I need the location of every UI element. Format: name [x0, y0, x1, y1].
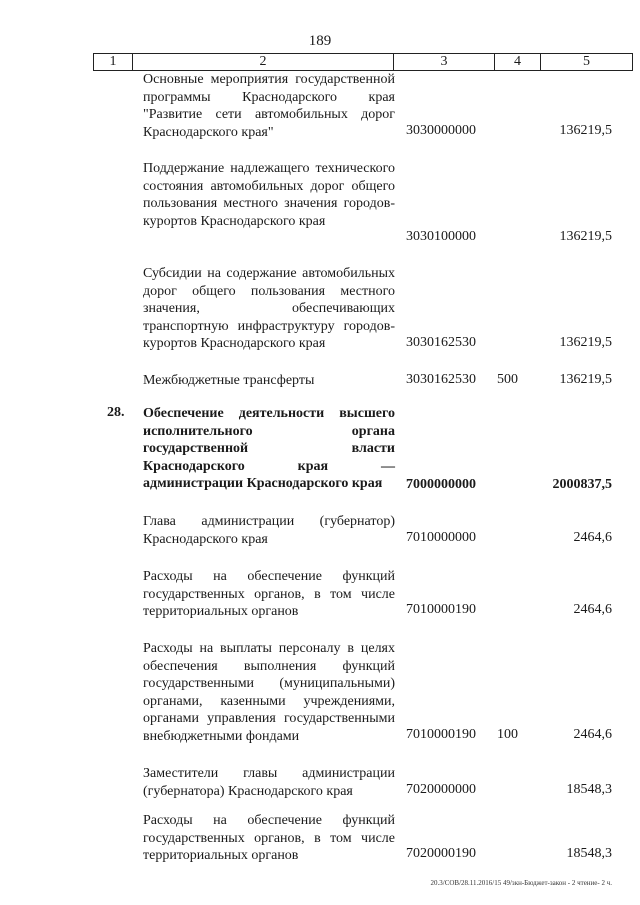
row-code: 7010000000: [406, 530, 476, 545]
row-code: 3030000000: [406, 123, 476, 138]
row-amount: 18548,3: [566, 846, 612, 861]
row-description: Субсидии на содержание автомобильных дорог общего пользования местного значения, обеспечивающих транспортную инфраструктуру городов-курортов Краснодарского края: [143, 266, 395, 352]
header-col-4: 4: [495, 54, 541, 70]
row-description: Межбюджетные трансферты: [143, 373, 315, 388]
row-description: Расходы на обеспечение функций государственных органов, в том числе территориальных органов: [143, 813, 395, 864]
row-amount: 2000837,5: [552, 477, 612, 492]
row-code: 7010000190: [406, 727, 476, 742]
row-code: 7010000190: [406, 602, 476, 617]
row-code: 7020000000: [406, 782, 476, 797]
row-description: Обеспечение деятельности высшего исполнительного органа государственной власти Краснодарского края — администрации Краснодарского края: [143, 406, 395, 492]
page-number: 189: [308, 33, 332, 49]
row-amount: 2464,6: [573, 727, 612, 742]
row-description: Основные мероприятия государственной программы Краснодарского края "Развитие сети автомобильных дорог Краснодарского края": [143, 72, 395, 140]
row-code: 3030162530: [406, 372, 476, 387]
row-amount: 2464,6: [573, 530, 612, 545]
row-type: 500: [497, 372, 518, 387]
row-code: 3030162530: [406, 335, 476, 350]
row-code: 3030100000: [406, 229, 476, 244]
row-description: Расходы на обеспечение функций государственных органов, в том числе территориальных органов: [143, 569, 395, 620]
row-description: Глава администрации (губернатор) Краснодарского края: [143, 514, 395, 547]
row-amount: 136219,5: [559, 229, 612, 244]
header-col-5: 5: [583, 54, 590, 69]
row-description: Поддержание надлежащего технического состояния автомобильных дорог общего пользования местного значения городов-курортов Краснодарского края: [143, 161, 395, 229]
footer-reference: 20.3/СОВ/28.11.2016/15 49/зкн-Бюджет-закон - 2 чтение- 2 ч.: [430, 879, 612, 887]
row-description: Заместители главы администрации (губернатора) Краснодарского края: [143, 766, 395, 799]
row-code: 7000000000: [406, 477, 476, 492]
table-header: [93, 53, 633, 71]
row-type: 100: [497, 727, 518, 742]
row-amount: 136219,5: [559, 123, 612, 138]
row-amount: 136219,5: [559, 335, 612, 350]
row-amount: 136219,5: [559, 372, 612, 387]
header-col-3: 3: [394, 54, 495, 70]
row-description: Расходы на выплаты персоналу в целях обеспечения выполнения функций государственными (муниципальными) органами, казенными учреждениями, органами управления государственными внебюджетными фондами: [143, 641, 395, 744]
row-amount: 2464,6: [573, 602, 612, 617]
row-number: 28.: [107, 405, 125, 420]
row-amount: 18548,3: [566, 782, 612, 797]
header-col-2: 2: [133, 54, 394, 70]
header-col-1: 1: [94, 54, 133, 70]
row-code: 7020000190: [406, 846, 476, 861]
